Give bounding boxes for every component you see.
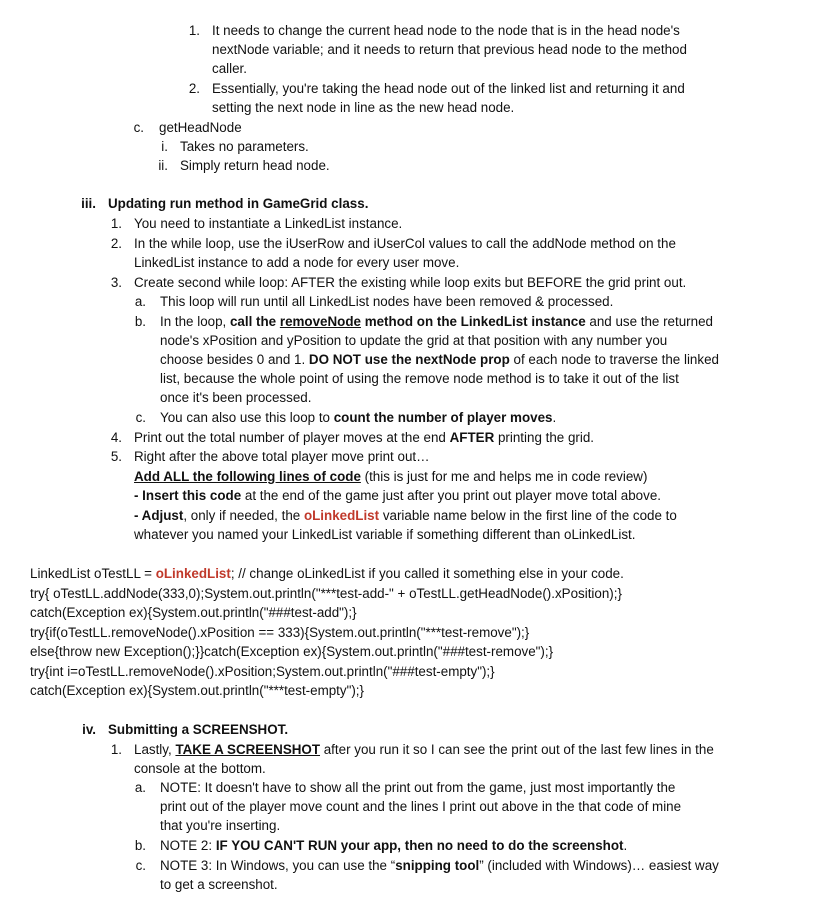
list-item-text: In the while loop, use the iUserRow and iUserCol values to call the addNode method on the	[134, 236, 676, 251]
list-item-text: This loop will run until all LinkedList nodes have been removed & processed.	[160, 294, 614, 309]
list-letter: a.	[134, 780, 146, 795]
code-line: try{if(oTestLL.removeNode().xPosition == 333){System.out.println("***test-remove");}	[30, 625, 530, 640]
code-line: catch(Exception ex){System.out.println("***test-empty");}	[30, 683, 364, 698]
list-item-text: Add ALL the following lines of code (this is just for me and helps me in code review)	[134, 469, 648, 484]
list-item-text: once it's been processed.	[160, 390, 312, 405]
list-letter: b.	[134, 838, 146, 853]
code-line: catch(Exception ex){System.out.println("###test-add");}	[30, 605, 357, 620]
section-heading: Submitting a SCREENSHOT.	[108, 722, 289, 737]
list-item-text: It needs to change the current head node to the node that is in the head node's	[212, 23, 680, 38]
list-item-text: setting the next node in line as the new head node.	[212, 100, 515, 115]
list-item-text: print out of the player move count and the lines I print out above in the that code of mine	[160, 799, 682, 814]
list-item-text: Create second while loop: AFTER the existing while loop exits but BEFORE the grid print out.	[134, 275, 687, 290]
list-item-text: In the loop, call the removeNode method on the LinkedList instance and use the returned	[160, 314, 713, 329]
list-item-text: nextNode variable; and it needs to return that previous head node to the method	[212, 42, 687, 57]
section-heading: Updating run method in GameGrid class.	[108, 196, 369, 211]
list-item-text: caller.	[212, 61, 247, 76]
list-item-text: node's xPosition and yPosition to update the grid at that position with any number you	[160, 333, 668, 348]
code-line: else{throw new Exception();}}catch(Exception ex){System.out.println("###test-remove");}	[30, 644, 554, 659]
method-title: getHeadNode	[159, 120, 242, 135]
list-item-text: LinkedList instance to add a node for every user move.	[134, 255, 460, 270]
list-number: 1.	[110, 216, 122, 231]
code-line: LinkedList oTestLL = oLinkedList; // change oLinkedList if you called it something else in your code.	[30, 566, 624, 581]
list-item-text: console at the bottom.	[134, 761, 266, 776]
list-item-text: that you're inserting.	[160, 818, 281, 833]
list-letter: c.	[135, 858, 146, 873]
list-item-text: - Adjust, only if needed, the oLinkedList variable name below in the first line of the code to	[134, 508, 677, 523]
list-letter: a.	[134, 294, 146, 309]
list-item-text: NOTE: It doesn't have to show all the print out from the game, just most importantly the	[160, 780, 676, 795]
list-item-text: NOTE 2: IF YOU CAN'T RUN your app, then no need to do the screenshot.	[160, 838, 628, 853]
list-item-text: Print out the total number of player moves at the end AFTER printing the grid.	[134, 430, 594, 445]
list-item-text: NOTE 3: In Windows, you can use the “snipping tool” (included with Windows)… easiest way	[160, 858, 719, 873]
list-letter: c.	[135, 410, 146, 425]
list-item-text: to get a screenshot.	[160, 877, 278, 892]
list-item-text: whatever you named your LinkedList variable if something different than oLinkedList.	[134, 527, 636, 542]
list-item-text: You can also use this loop to count the number of player moves.	[160, 410, 557, 425]
list-item-text: - Insert this code at the end of the game just after you print out player move total above.	[134, 488, 661, 503]
list-roman: ii.	[158, 158, 168, 173]
list-number: 1.	[110, 742, 122, 757]
list-item-text: list, because the whole point of using the remove node method is to take it out of the list	[160, 371, 679, 386]
list-item-text: Essentially, you're taking the head node out of the linked list and returning it and	[212, 81, 685, 96]
list-item-text: choose besides 0 and 1. DO NOT use the nextNode prop of each node to traverse the linked	[160, 352, 719, 367]
list-item-text: You need to instantiate a LinkedList instance.	[134, 216, 403, 231]
list-item-text: Simply return head node.	[180, 158, 330, 173]
list-number: 2.	[110, 236, 122, 251]
list-number: 5.	[110, 449, 122, 464]
list-item-text: Lastly, TAKE A SCREENSHOT after you run it so I can see the print out of the last few lines in the	[134, 742, 714, 757]
list-item-text: Takes no parameters.	[180, 139, 309, 154]
list-roman: i.	[161, 139, 168, 154]
list-number: 3.	[110, 275, 122, 290]
section-number: iii.	[81, 196, 96, 211]
list-letter: c.	[133, 120, 144, 135]
list-letter: b.	[134, 314, 146, 329]
list-item-text: Right after the above total player move print out…	[134, 449, 430, 464]
list-number: 1.	[188, 23, 200, 38]
list-number: 2.	[188, 81, 200, 96]
section-number: iv.	[82, 722, 96, 737]
code-line: try{ oTestLL.addNode(333,0);System.out.println("***test-add-" + oTestLL.getHeadNode().xPosition);}	[30, 586, 622, 601]
list-number: 4.	[110, 430, 122, 445]
code-line: try{int i=oTestLL.removeNode().xPosition;System.out.println("###test-empty");}	[30, 664, 495, 679]
